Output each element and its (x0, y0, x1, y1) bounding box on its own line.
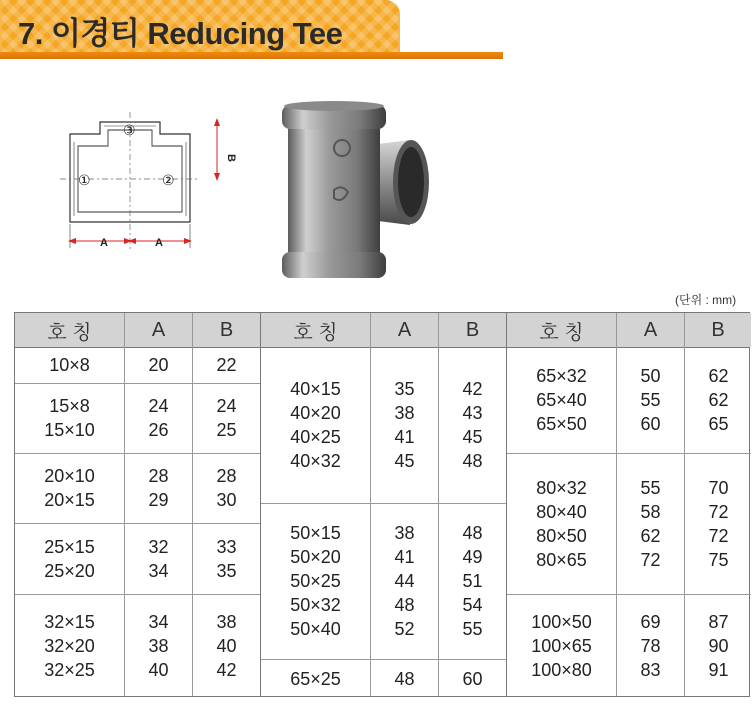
table-value: 35 (394, 379, 415, 399)
table-value: 29 (148, 490, 169, 510)
group-separator (15, 594, 260, 595)
table-cell-size (507, 476, 616, 572)
table-value: 41 (394, 427, 415, 447)
table-value: 70 (708, 477, 729, 498)
table-value: 33 (216, 536, 237, 557)
table-value: 72 (640, 549, 661, 570)
table-value: 62 (640, 525, 661, 546)
table-value: 32 (148, 536, 169, 557)
table-cell-a (125, 353, 192, 377)
table-value: 49 (462, 547, 483, 567)
table-value: 25×20 (44, 560, 95, 581)
table-value: 10×8 (49, 355, 90, 375)
group-separator (261, 503, 506, 504)
table-cell-size (15, 535, 124, 583)
group-separator (261, 659, 506, 660)
table-value: 75 (708, 549, 729, 570)
table-value: 28 (148, 466, 169, 486)
table-value: 43 (462, 403, 483, 423)
table-cell-a (617, 364, 684, 436)
table-value: 40×32 (290, 451, 341, 471)
table-value: 60 (640, 414, 661, 434)
table-value: 78 (640, 636, 661, 656)
table-cell-a (371, 377, 438, 473)
table-value: 50×15 (290, 523, 341, 543)
table-cell-size (15, 353, 124, 377)
table-value: 65×25 (290, 668, 341, 689)
table-value: 38 (394, 403, 415, 423)
group-separator (507, 453, 751, 454)
table-value: 80×50 (536, 525, 587, 546)
header-a-1: A (125, 313, 192, 347)
table-value: 44 (394, 571, 415, 591)
table-value: 65×32 (536, 366, 587, 386)
table-value: 83 (640, 660, 661, 680)
table-value: 90 (708, 636, 729, 656)
table-value: 50×40 (290, 619, 341, 639)
port-label-2: ② (162, 173, 175, 189)
table-value: 50×25 (290, 571, 341, 591)
table-cell-size (15, 394, 124, 442)
table-value: 80×65 (536, 549, 587, 570)
table-value: 55 (640, 390, 661, 410)
table-value: 34 (148, 560, 169, 581)
table-value: 60 (462, 668, 483, 689)
table-value: 48 (462, 523, 483, 543)
table-cell-size (15, 464, 124, 512)
table-value: 50×32 (290, 595, 341, 615)
table-value: 48 (394, 668, 415, 689)
table-value: 34 (148, 612, 169, 632)
table-value: 91 (708, 660, 729, 680)
table-cell-a (617, 610, 684, 682)
table-value: 30 (216, 490, 237, 510)
table-value: 87 (708, 612, 729, 632)
table-value: 58 (640, 501, 661, 522)
table-value: 72 (708, 525, 729, 546)
dimension-a-left: A (100, 237, 108, 249)
table-value: 32×25 (44, 660, 95, 680)
table-cell-b (439, 667, 506, 691)
dimension-a-right: A (155, 237, 163, 249)
table-cell-a (125, 394, 192, 442)
table-value: 32×20 (44, 636, 95, 656)
table-cell-size (15, 610, 124, 682)
table-value: 100×50 (531, 612, 592, 632)
table-value: 65 (708, 414, 729, 434)
table-value: 20×10 (44, 466, 95, 486)
table-value: 32×15 (44, 612, 95, 632)
table-value: 20 (148, 355, 169, 375)
table-cell-a (617, 476, 684, 572)
table-value: 65×40 (536, 390, 587, 410)
table-cell-b (193, 535, 260, 583)
header-size-3: 호 칭 (507, 313, 616, 347)
title-underline (0, 52, 503, 59)
page-title: 7. 이경티 Reducing Tee (18, 16, 343, 51)
table-cell-b (439, 377, 506, 473)
group-separator (15, 523, 260, 524)
table-value: 72 (708, 501, 729, 522)
table-value: 24 (216, 396, 237, 416)
table-value: 69 (640, 612, 661, 632)
table-value: 42 (216, 660, 237, 680)
table-value: 62 (708, 390, 729, 410)
group-separator (15, 453, 260, 454)
table-value: 48 (394, 595, 415, 615)
table-cell-b (439, 521, 506, 641)
table-value: 50 (640, 366, 661, 386)
header-b-1: B (193, 313, 260, 347)
header-b-3: B (685, 313, 751, 347)
table-value: 55 (640, 477, 661, 498)
tee-dimension-diagram (60, 112, 240, 257)
group-separator (507, 594, 751, 595)
table-value: 45 (462, 427, 483, 447)
table-cell-size (261, 377, 370, 473)
table-value: 40 (216, 636, 237, 656)
table-cell-b (193, 464, 260, 512)
table-value: 40×15 (290, 379, 341, 399)
table-value: 24 (148, 396, 169, 416)
table-value: 48 (462, 451, 483, 471)
table-value: 80×40 (536, 501, 587, 522)
table-cell-size (261, 667, 370, 691)
port-label-1: ① (78, 173, 91, 189)
table-value: 15×10 (44, 420, 95, 440)
table-cell-b (193, 394, 260, 442)
table-cell-a (125, 535, 192, 583)
dimension-table (14, 312, 750, 697)
table-value: 55 (462, 619, 483, 639)
table-cell-a (125, 610, 192, 682)
header-size-1: 호 칭 (15, 313, 124, 347)
table-value: 28 (216, 466, 237, 486)
table-value: 62 (708, 366, 729, 386)
table-cell-size (261, 521, 370, 641)
table-value: 15×8 (49, 396, 90, 416)
table-value: 42 (462, 379, 483, 399)
table-value: 20×15 (44, 490, 95, 510)
table-value: 38 (148, 636, 169, 656)
port-label-3: ③ (123, 123, 136, 139)
table-value: 26 (148, 420, 169, 440)
table-cell-size (507, 364, 616, 436)
table-value: 51 (462, 571, 483, 591)
table-value: 40 (148, 660, 169, 680)
table-value: 100×65 (531, 636, 592, 656)
dimension-b: B (225, 154, 237, 162)
header-a-3: A (617, 313, 684, 347)
reducing-tee-image (270, 100, 440, 285)
table-cell-b (193, 610, 260, 682)
table-value: 38 (216, 612, 237, 632)
table-cell-b (685, 364, 752, 436)
table-value: 80×32 (536, 477, 587, 498)
table-cell-a (125, 464, 192, 512)
table-cell-size (507, 610, 616, 682)
group-separator (15, 383, 260, 384)
table-value: 25 (216, 420, 237, 440)
table-value: 65×50 (536, 414, 587, 434)
unit-label: (단위 : mm) (675, 293, 737, 307)
table-value: 41 (394, 547, 415, 567)
table-value: 45 (394, 451, 415, 471)
table-value: 40×20 (290, 403, 341, 423)
header-b-2: B (439, 313, 506, 347)
table-value: 50×20 (290, 547, 341, 567)
table-cell-b (685, 610, 752, 682)
table-value: 22 (216, 355, 237, 375)
table-cell-b (685, 476, 752, 572)
table-value: 100×80 (531, 660, 592, 680)
table-value: 38 (394, 523, 415, 543)
table-value: 54 (462, 595, 483, 615)
table-cell-b (193, 353, 260, 377)
header-a-2: A (371, 313, 438, 347)
table-value: 52 (394, 619, 415, 639)
table-value: 25×15 (44, 536, 95, 557)
table-value: 35 (216, 560, 237, 581)
table-cell-a (371, 667, 438, 691)
header-divider (15, 347, 749, 348)
table-cell-a (371, 521, 438, 641)
header-size-2: 호 칭 (261, 313, 370, 347)
table-value: 40×25 (290, 427, 341, 447)
